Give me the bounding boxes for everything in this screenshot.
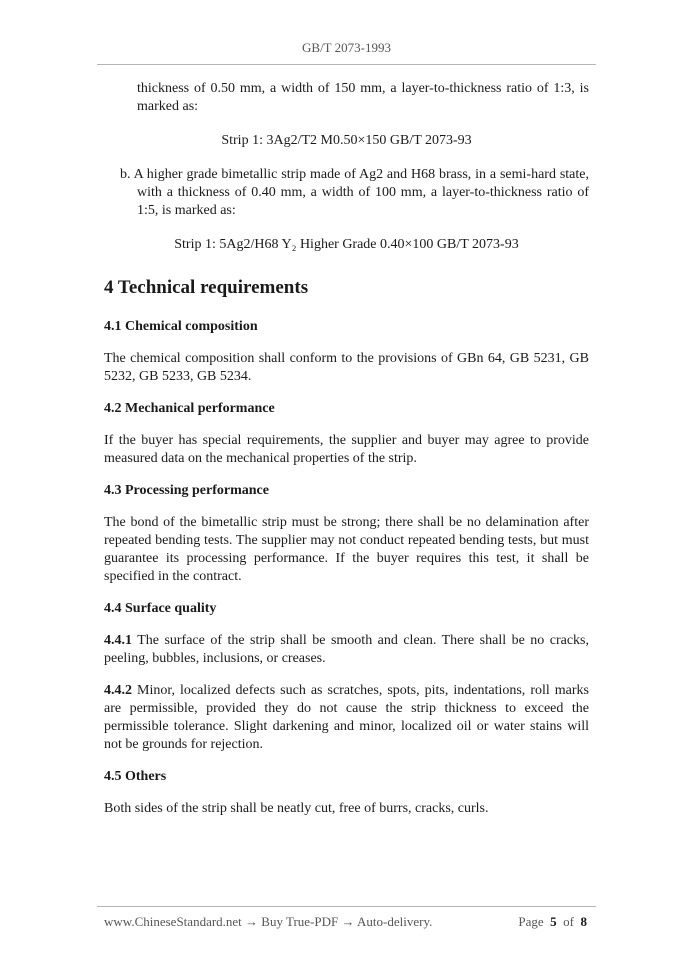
current-page-number: 5: [550, 914, 557, 929]
total-pages-number: 8: [580, 914, 587, 929]
page-content: [104, 78, 589, 818]
paragraph-4-1: The chemical composition shall conform to the provisions of GBn 64, GB 5231, GB 5232, GB 5233, GB 5234.: [104, 351, 589, 384]
subsection-heading-4-2: 4.2 Mechanical performance: [104, 401, 275, 416]
page-header: GB/T 2073-1993: [302, 40, 391, 55]
marking-example-b: Strip 1: 5Ag2/H68 Y₂ Higher Grade 0.40×100 GB/T 2073-93: [174, 237, 519, 252]
subsection-heading-4-5: 4.5 Others: [104, 769, 167, 784]
subsection-heading-4-4: 4.4 Surface quality: [104, 601, 217, 616]
subsection-heading-4-1: 4.1 Chemical composition: [104, 319, 258, 334]
paragraph-4-2: If the buyer has special requirements, the supplier and buyer may agree to provide measured data on the mechanical properties of the strip.: [104, 433, 589, 466]
clause-text-4-4-1: The surface of the strip shall be smooth and clean. There shall be no cracks, peeling, bubbles, inclusions, or creases.: [104, 633, 589, 666]
continued-paragraph: thickness of 0.50 mm, a width of 150 mm, a layer-to-thickness ratio of 1:3, is marked as:: [137, 81, 589, 114]
of-label: of: [563, 914, 574, 929]
clause-number-4-4-2: 4.4.2: [104, 683, 132, 698]
clause-number-4-4-1: 4.4.1: [104, 633, 132, 648]
header-divider: [97, 64, 596, 65]
list-item-b: b. A higher grade bimetallic strip made of Ag2 and H68 brass, in a semi-hard state, with a thickness of 0.40 mm, a width of 100 mm, a layer-to-thickness ratio of 1:5, is marked as:: [120, 167, 589, 218]
subsection-heading-4-3: 4.3 Processing performance: [104, 483, 269, 498]
footer-divider: [97, 906, 596, 907]
section-heading-4: 4 Technical requirements: [104, 277, 309, 298]
page-label: Page: [518, 914, 544, 929]
paragraph-4-4-2: [104, 682, 589, 754]
paragraph-4-4-1: [104, 632, 589, 668]
paragraph-4-5: Both sides of the strip shall be neatly cut, free of burrs, cracks, curls.: [104, 801, 489, 816]
marking-example-a: Strip 1: 3Ag2/T2 M0.50×150 GB/T 2073-93: [221, 133, 472, 148]
paragraph-4-3: The bond of the bimetallic strip must be strong; there shall be no delamination after repeated bending tests. The supplier may not conduct repeated bending tests, but must guarantee its processing performance. If the buyer requires this test, it shall be specified in the contract.: [104, 515, 589, 584]
clause-text-4-4-2: Minor, localized defects such as scratches, spots, pits, indentations, roll marks are permissible, provided they do not cause the strip thickness to exceed the permissible tolerance. Slight darkening and minor, localized oil or water stains will not be grounds for rejection.: [104, 683, 589, 752]
footer-link-text[interactable]: www.ChineseStandard.net → Buy True-PDF → Auto-delivery.: [104, 914, 433, 929]
page-number: [518, 914, 587, 930]
